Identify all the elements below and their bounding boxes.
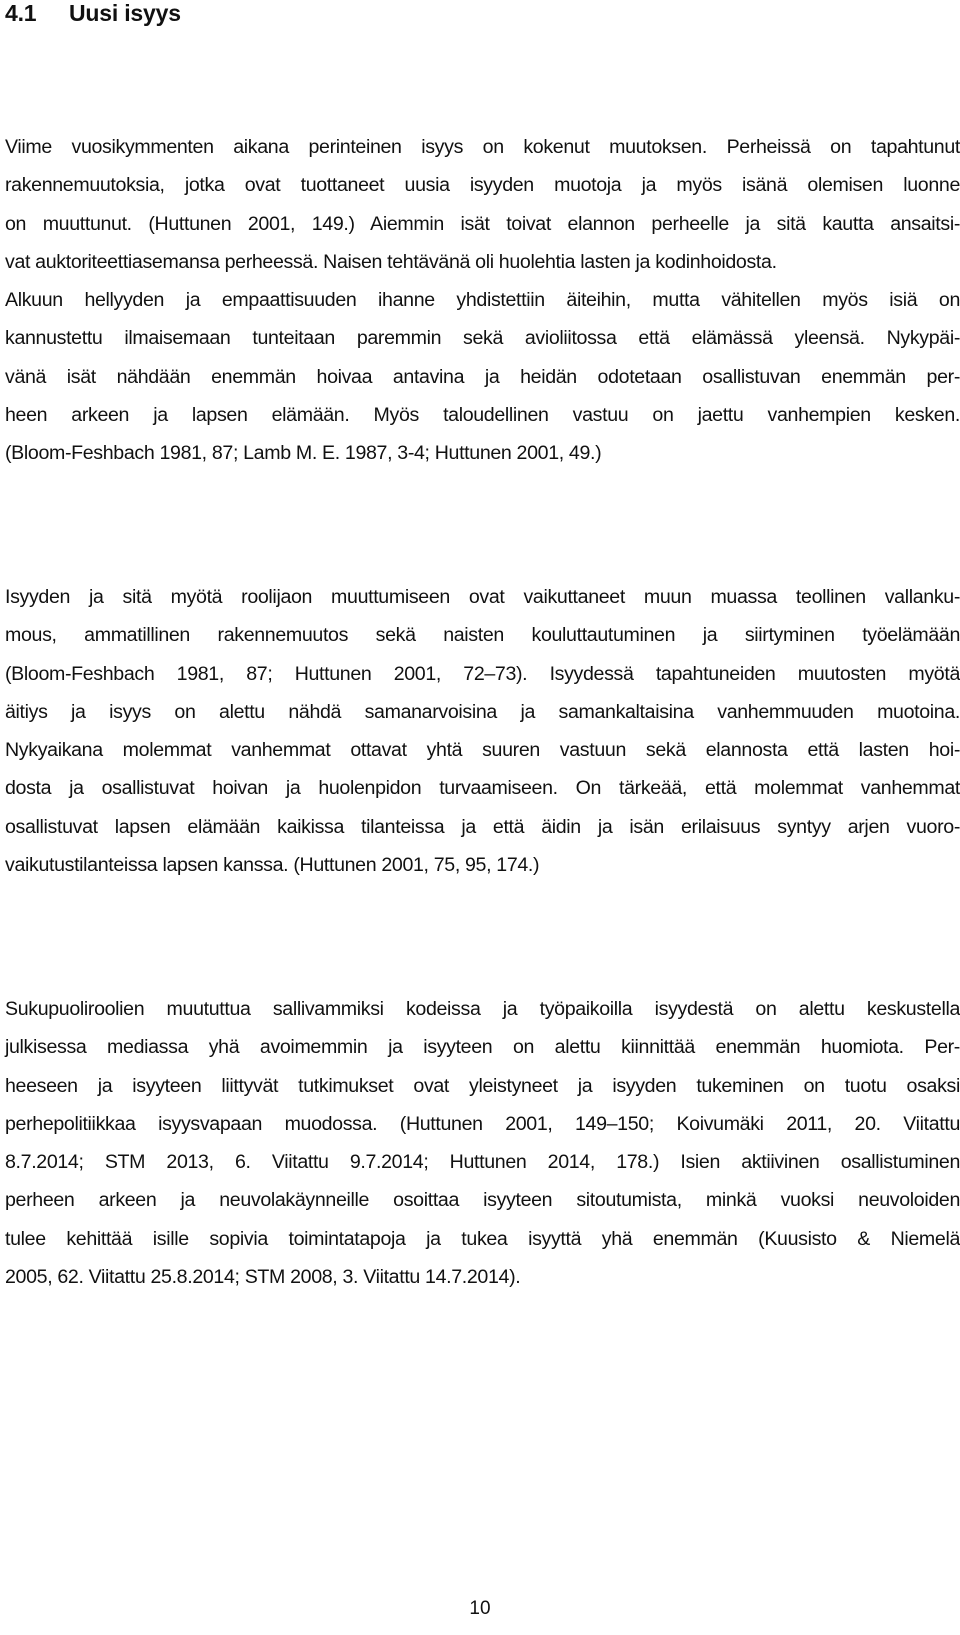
paragraph-2 <box>5 578 960 884</box>
text-line: vänä isät nähdään enemmän hoivaa antavina ja heidän odotetaan osallistuvan enemmän per- <box>5 365 960 388</box>
text-line: mous, ammatillinen rakennemuutos sekä naisten kouluttautuminen ja siirtyminen työelämään <box>5 624 960 647</box>
text-line: julkisessa mediassa yhä avoimemmin ja isyyteen on alettu kiinnittää enemmän huomiota. Per- <box>5 1036 960 1059</box>
text-line: tulee kehittää isille sopivia toimintatapoja ja tukea isyyttä yhä enemmän (Kuusisto & Niemelä <box>5 1227 960 1250</box>
text-line: rakennemuutoksia, jotka ovat tuottaneet uusia isyyden muotoja ja myös isänä olemisen luonne <box>5 174 960 197</box>
text-line: on muuttunut. (Huttunen 2001, 149.) Aiemmin isät toivat elannon perheelle ja sitä kautta ansaitsi- <box>5 212 960 235</box>
section-number: 4.1 <box>5 0 37 26</box>
section-title: Uusi isyys <box>69 0 181 26</box>
text-line: äitiys ja isyys on alettu nähdä samanarvoisina ja samankaltaisina vanhemmuuden muotoina. <box>5 700 960 723</box>
text-line: Alkuun hellyyden ja empaattisuuden ihanne yhdistettiin äiteihin, mutta vähitellen myös isiä on <box>5 289 960 312</box>
text-line: osallistuvat lapsen elämään kaikissa tilanteissa ja että äidin ja isän erilaisuus syntyy arjen vuoro- <box>5 815 960 838</box>
paragraph-1 <box>5 128 960 473</box>
text-line: Sukupuoliroolien muututtua sallivammiksi kodeissa ja työpaikoilla isyydestä on alettu keskustella <box>5 998 960 1020</box>
text-line: (Bloom-Feshbach 1981, 87; Huttunen 2001, 72–73). Isyydessä tapahtuneiden muutosten myötä <box>5 662 960 685</box>
text-line: perhepolitiikkaa isyysvapaan muodossa. (Huttunen 2001, 149–150; Koivumäki 2011, 20. Viitattu <box>5 1112 960 1135</box>
text-line: kannustettu ilmaisemaan tunteitaan paremmin sekä avioliitossa että elämässä yleensä. Nykypäi- <box>5 327 960 350</box>
text-line: perheen arkeen ja neuvolakäynneille osoittaa isyyteen sitoutumista, minkä vuoksi neuvoloiden <box>5 1189 960 1212</box>
text-line: dosta ja osallistuvat hoivan ja huolenpidon turvaamiseen. On tärkeää, että molemmat vanhemmat <box>5 777 960 800</box>
text-line: Viime vuosikymmenten aikana perinteinen isyys on kokenut muutoksen. Perheissä on tapahtunut <box>5 136 960 158</box>
text-line: vat auktoriteettiasemansa perheessä. Naisen tehtävänä oli huolehtia lasten ja kodinhoidosta. <box>5 250 777 273</box>
text-line: 2005, 62. Viitattu 25.8.2014; STM 2008, 3. Viitattu 14.7.2014). <box>5 1266 521 1289</box>
text-line: Isyyden ja sitä myötä roolijaon muuttumiseen ovat vaikuttaneet muun muassa teollinen vallanku- <box>5 586 960 608</box>
text-line: vaikutustilanteissa lapsen kanssa. (Huttunen 2001, 75, 95, 174.) <box>5 854 540 877</box>
paragraph-3 <box>5 990 960 1296</box>
text-line: Nykyaikana molemmat vanhemmat ottavat yhtä suuren vastuun sekä elannosta että lasten hoi- <box>5 739 960 762</box>
text-line: 8.7.2014; STM 2013, 6. Viitattu 9.7.2014; Huttunen 2014, 178.) Isien aktiivinen osallistuminen <box>5 1151 960 1174</box>
page-number: 10 <box>469 1598 491 1619</box>
section-heading <box>5 0 181 27</box>
text-line: heen arkeen ja lapsen elämään. Myös taloudellinen vastuu on jaettu vanhempien kesken. <box>5 404 960 427</box>
text-line: heeseen ja isyyteen liittyvät tutkimukset ovat yleistyneet ja isyyden tukeminen on tuotu osaksi <box>5 1074 960 1097</box>
text-line: (Bloom-Feshbach 1981, 87; Lamb M. E. 1987, 3-4; Huttunen 2001, 49.) <box>5 442 602 465</box>
